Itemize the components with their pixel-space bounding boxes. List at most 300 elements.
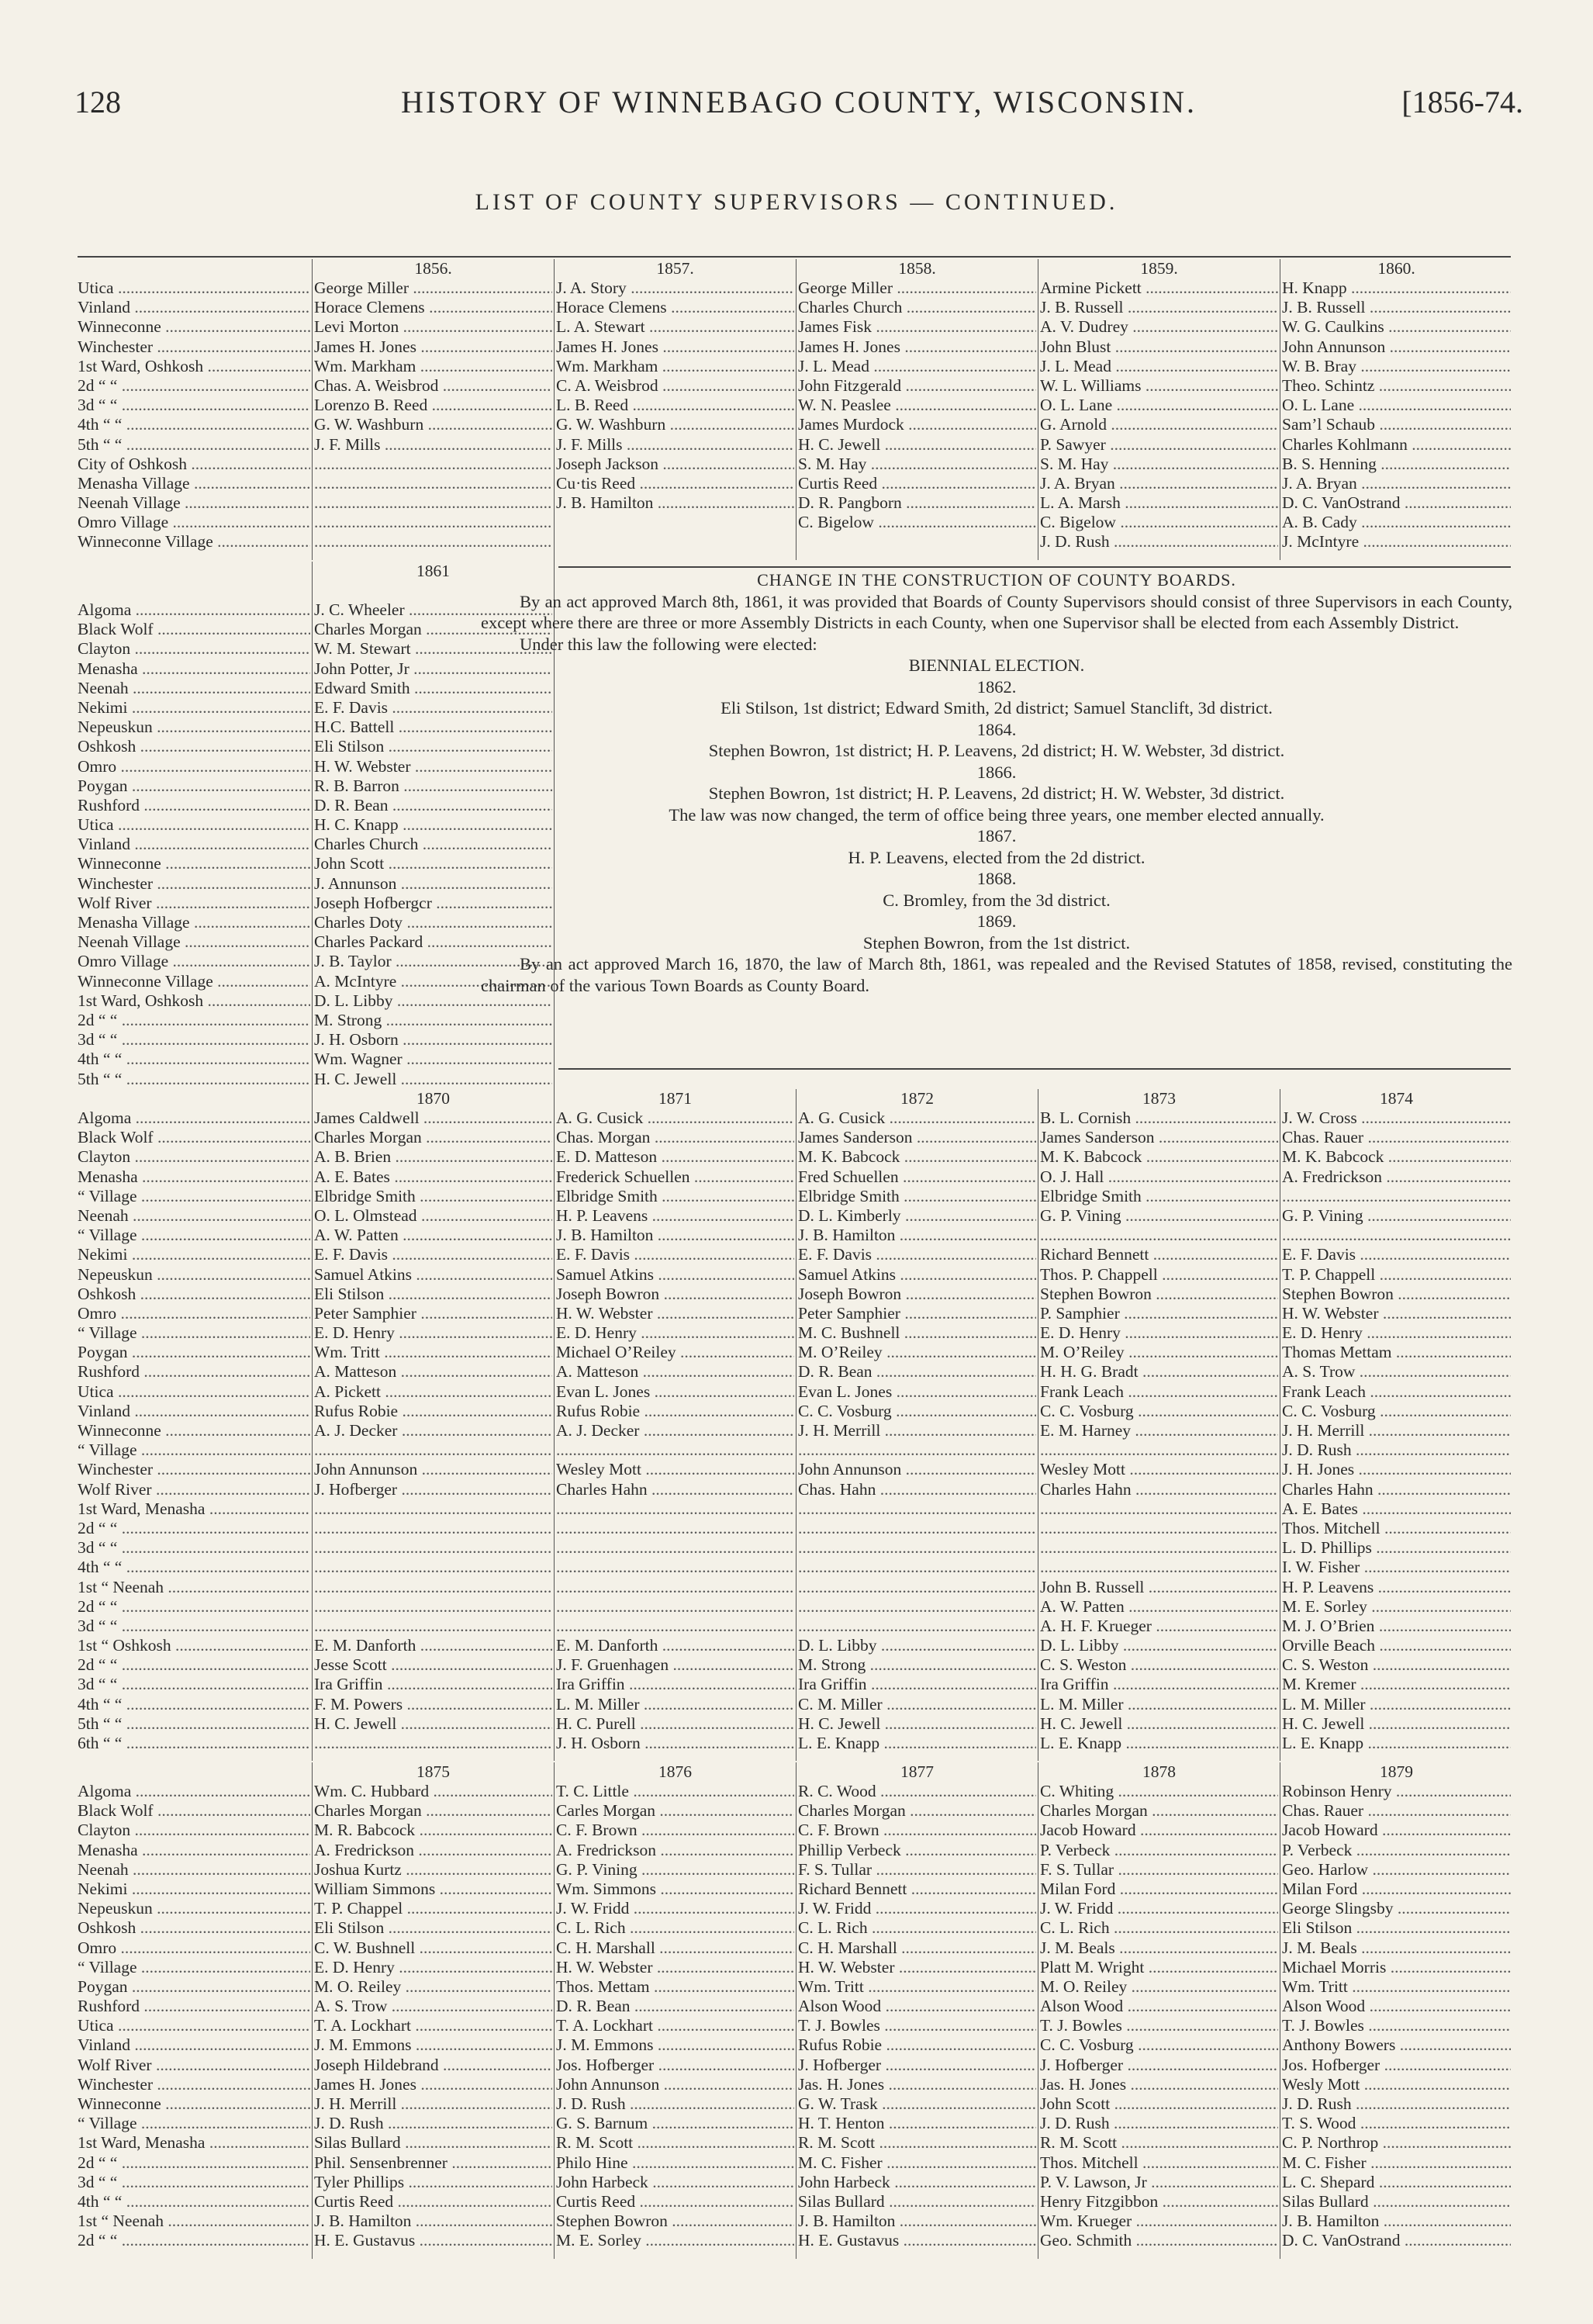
town-name: Winneconne ..... bbox=[78, 2094, 310, 2114]
supervisor-name: Jas. H. Jones ..... bbox=[1040, 2075, 1278, 2094]
supervisor-name: George Miller ..... bbox=[314, 278, 552, 298]
supervisor-name bbox=[1040, 1440, 1278, 1460]
town-name: 4th “ “ ..... bbox=[78, 415, 310, 434]
supervisor-name: J. Hofberger ..... bbox=[314, 1480, 552, 1499]
supervisor-name bbox=[314, 474, 552, 493]
supervisor-name: Carles Morgan ..... bbox=[556, 1801, 794, 1821]
supervisor-name: I. W. Fisher ..... bbox=[1282, 1558, 1511, 1577]
supervisor-name: George Slingsby ..... bbox=[1282, 1899, 1511, 1918]
year-heading: 1879 bbox=[1380, 1762, 1413, 1781]
town-name: 2d “ “ ..... bbox=[78, 1597, 310, 1617]
election-result: Stephen Bowron, from the 1st district. bbox=[862, 932, 1131, 953]
supervisor-name: C. L. Rich ..... bbox=[1040, 1918, 1278, 1938]
supervisor-name: J. B. Taylor ..... bbox=[314, 952, 552, 971]
town-name: Rushford ..... bbox=[78, 1997, 310, 2016]
supervisor-name: J. Hofberger ..... bbox=[1040, 2056, 1278, 2075]
supervisor-name: Wm. Markham ..... bbox=[314, 357, 552, 376]
supervisor-name: A. McIntyre ..... bbox=[314, 972, 552, 991]
supervisor-name bbox=[556, 1538, 794, 1558]
supervisor-name: E. D. Henry ..... bbox=[1282, 1323, 1511, 1343]
supervisor-name: L. D. Phillips ..... bbox=[1282, 1538, 1511, 1558]
supervisor-name: A. Pickett ..... bbox=[314, 1382, 552, 1402]
supervisor-name: Chas. Rauer ..... bbox=[1282, 1128, 1511, 1147]
supervisor-name: Chas. Rauer ..... bbox=[1282, 1801, 1511, 1821]
town-name: “ Village ..... bbox=[78, 1226, 310, 1245]
supervisor-name: J. W. Fridd ..... bbox=[1040, 1899, 1278, 1918]
year-column-1878 bbox=[1040, 1762, 1278, 2251]
supervisor-name: J. Annunson ..... bbox=[314, 874, 552, 894]
town-name: Utica ..... bbox=[78, 2016, 310, 2035]
supervisor-name: Elbridge Smith ..... bbox=[798, 1187, 1036, 1206]
supervisor-name bbox=[1040, 1226, 1278, 1245]
election-result: C. Bromley, from the 3d district. bbox=[883, 890, 1111, 910]
supervisor-name: C. W. Bushnell ..... bbox=[314, 1938, 552, 1958]
supervisor-name: H. C. Jewell ..... bbox=[314, 1070, 552, 1089]
town-name: Nepeuskun ..... bbox=[78, 718, 310, 737]
supervisor-name: J. M. Beals ..... bbox=[1282, 1938, 1511, 1958]
supervisor-name: Charles Church ..... bbox=[798, 298, 1036, 317]
supervisor-name: J. F. Mills ..... bbox=[314, 435, 552, 455]
town-name: 4th “ “ ..... bbox=[78, 1695, 310, 1714]
supervisor-name: J. F. Mills ..... bbox=[556, 435, 794, 455]
supervisor-name: Wesley Mott ..... bbox=[556, 1460, 794, 1479]
supervisor-name bbox=[314, 532, 552, 552]
supervisor-name: Charles Morgan ..... bbox=[314, 1801, 552, 1821]
supervisor-name: C. Bigelow ..... bbox=[1040, 513, 1278, 532]
supervisor-name: M. J. O’Brien ..... bbox=[1282, 1617, 1511, 1636]
supervisor-name: C. H. Marshall ..... bbox=[798, 1938, 1036, 1958]
supervisor-name: J. B. Hamilton ..... bbox=[556, 1226, 794, 1245]
supervisor-name: Horace Clemens ..... bbox=[556, 298, 794, 317]
supervisor-name: Charles Hahn ..... bbox=[1040, 1480, 1278, 1499]
section-1856-1860 bbox=[78, 259, 1511, 560]
supervisor-name: L. B. Reed ..... bbox=[556, 396, 794, 415]
supervisor-name: John Fitzgerald ..... bbox=[798, 376, 1036, 396]
supervisor-name: H. C. Jewell ..... bbox=[314, 1714, 552, 1734]
supervisor-name: T. A. Lockhart ..... bbox=[314, 2016, 552, 2035]
supervisor-name: J. B. Hamilton ..... bbox=[798, 2212, 1036, 2231]
supervisor-name: John Scott ..... bbox=[314, 854, 552, 873]
town-name: Algoma ..... bbox=[78, 600, 310, 620]
supervisor-name bbox=[556, 1597, 794, 1617]
supervisor-name: P. V. Lawson, Jr ..... bbox=[1040, 2173, 1278, 2192]
supervisor-name: Jos. Hofberger ..... bbox=[556, 2056, 794, 2075]
town-column bbox=[78, 562, 310, 1089]
supervisor-name: Joseph Bowron ..... bbox=[556, 1285, 794, 1304]
supervisor-name: John Scott ..... bbox=[1040, 2094, 1278, 2114]
year-heading: 1858. bbox=[898, 259, 936, 278]
supervisor-name: Elbridge Smith ..... bbox=[1040, 1187, 1278, 1206]
supervisor-name: L. M. Miller ..... bbox=[1040, 1695, 1278, 1714]
supervisor-name: John Potter, Jr ..... bbox=[314, 659, 552, 679]
supervisor-name: J. B. Hamilton ..... bbox=[798, 1226, 1036, 1245]
supervisor-name bbox=[1040, 1519, 1278, 1538]
supervisor-name: Anthony Bowers ..... bbox=[1282, 2035, 1511, 2055]
supervisor-name: E. F. Davis ..... bbox=[314, 1245, 552, 1264]
supervisor-name: E. D. Henry ..... bbox=[1040, 1323, 1278, 1343]
supervisor-name: O. L. Lane ..... bbox=[1040, 396, 1278, 415]
supervisor-name bbox=[556, 1519, 794, 1538]
supervisor-name: Alson Wood ..... bbox=[1282, 1997, 1511, 2016]
supervisor-name: T. P. Chappell ..... bbox=[1282, 1265, 1511, 1285]
supervisor-name: Richard Bennett ..... bbox=[1040, 1245, 1278, 1264]
supervisor-name: L. A. Stewart ..... bbox=[556, 317, 794, 337]
supervisor-name: Wesley Mott ..... bbox=[1040, 1460, 1278, 1479]
election-result: Stephen Bowron, 1st district; H. P. Leavens, 2d district; H. W. Webster, 3d district. bbox=[708, 741, 1285, 760]
year-column-1860 bbox=[1282, 259, 1511, 552]
year-heading: 1860. bbox=[1377, 259, 1415, 278]
supervisor-name: J. W. Fridd ..... bbox=[798, 1899, 1036, 1918]
supervisor-name: Frank Leach ..... bbox=[1040, 1382, 1278, 1402]
supervisor-name: R. B. Barron ..... bbox=[314, 776, 552, 796]
supervisor-name: Samuel Atkins ..... bbox=[798, 1265, 1036, 1285]
supervisor-name: J. C. Wheeler ..... bbox=[314, 600, 552, 620]
supervisor-name: Thos. Mitchell ..... bbox=[1040, 2153, 1278, 2173]
running-title: HISTORY OF WINNEBAGO COUNTY, WISCONSIN. bbox=[401, 85, 1197, 119]
supervisor-name: Phillip Verbeck ..... bbox=[798, 1841, 1036, 1860]
supervisor-name: J. D. Rush ..... bbox=[1282, 1440, 1511, 1460]
supervisor-name bbox=[798, 1519, 1036, 1538]
supervisor-name bbox=[314, 493, 552, 513]
supervisor-name: E. M. Danforth ..... bbox=[556, 1636, 794, 1655]
supervisor-name: Joseph Hofbergcr ..... bbox=[314, 894, 552, 913]
supervisor-name bbox=[314, 455, 552, 474]
town-name: 2d “ “ ..... bbox=[78, 1519, 310, 1538]
supervisor-name: Wm. Tritt ..... bbox=[314, 1343, 552, 1362]
supervisor-name: T. J. Bowles ..... bbox=[798, 2016, 1036, 2035]
supervisor-name: A. H. F. Krueger ..... bbox=[1040, 1617, 1278, 1636]
town-name: Menasha ..... bbox=[78, 659, 310, 679]
town-name: Clayton ..... bbox=[78, 1821, 310, 1840]
town-name: Winneconne ..... bbox=[78, 1421, 310, 1440]
supervisor-name: Michael Morris ..... bbox=[1282, 1958, 1511, 1977]
supervisor-name: Charles Doty ..... bbox=[314, 913, 552, 932]
supervisor-name: Platt M. Wright ..... bbox=[1040, 1958, 1278, 1977]
supervisor-name bbox=[798, 1597, 1036, 1617]
year-heading: 1874 bbox=[1380, 1089, 1413, 1108]
supervisor-name: Lorenzo B. Reed ..... bbox=[314, 396, 552, 415]
supervisor-name: Eli Stilson ..... bbox=[314, 1285, 552, 1304]
supervisor-name: Thomas Mettam ..... bbox=[1282, 1343, 1511, 1362]
town-name: Menasha ..... bbox=[78, 1167, 310, 1187]
supervisor-name: Charles Morgan ..... bbox=[314, 620, 552, 639]
supervisor-name: P. Sawyer ..... bbox=[1040, 435, 1278, 455]
supervisor-name: C. P. Northrop ..... bbox=[1282, 2133, 1511, 2153]
town-name: Omro Village ..... bbox=[78, 513, 310, 532]
supervisor-name: C. F. Brown ..... bbox=[798, 1821, 1036, 1840]
supervisor-name: Michael O’Reiley ..... bbox=[556, 1343, 794, 1362]
supervisor-name bbox=[556, 1499, 794, 1519]
town-name: Oshkosh ..... bbox=[78, 1918, 310, 1938]
town-name: Omro ..... bbox=[78, 1938, 310, 1958]
supervisor-name: Elbridge Smith ..... bbox=[314, 1187, 552, 1206]
town-name: Rushford ..... bbox=[78, 796, 310, 815]
supervisor-name: C. S. Weston ..... bbox=[1040, 1655, 1278, 1675]
supervisor-name: H. H. G. Bradt ..... bbox=[1040, 1362, 1278, 1382]
supervisor-name: Evan L. Jones ..... bbox=[798, 1382, 1036, 1402]
supervisor-name: Cu·tis Reed ..... bbox=[556, 474, 794, 493]
town-name: Oshkosh ..... bbox=[78, 737, 310, 756]
year-heading: 1871 bbox=[658, 1089, 692, 1108]
town-name: Nekimi ..... bbox=[78, 1880, 310, 1899]
supervisor-name: D. C. VanOstrand ..... bbox=[1282, 493, 1511, 513]
year-heading: 1856. bbox=[414, 259, 452, 278]
supervisor-name bbox=[556, 1440, 794, 1460]
year-column-1876 bbox=[556, 1762, 794, 2251]
supervisor-name: James Sanderson ..... bbox=[1040, 1128, 1278, 1147]
supervisor-name: Armine Pickett ..... bbox=[1040, 278, 1278, 298]
town-name: 4th “ “ ..... bbox=[78, 1050, 310, 1069]
supervisor-name: James H. Jones ..... bbox=[314, 2075, 552, 2094]
supervisor-name: Thos. Mettam ..... bbox=[556, 1977, 794, 1997]
supervisor-name: E. F. Davis ..... bbox=[1282, 1245, 1511, 1264]
town-name: 5th “ “ ..... bbox=[78, 1714, 310, 1734]
section-1870-1874 bbox=[78, 1089, 1511, 1761]
year-column-1870 bbox=[314, 1089, 552, 1753]
supervisor-name: Chas. Hahn ..... bbox=[798, 1480, 1036, 1499]
supervisor-name: J. F. Gruenhagen ..... bbox=[556, 1655, 794, 1675]
supervisor-name: L. C. Shepard ..... bbox=[1282, 2173, 1511, 2192]
year-heading: 1859. bbox=[1140, 259, 1178, 278]
supervisor-name: J. B. Hamilton ..... bbox=[314, 2212, 552, 2231]
supervisor-name: C. A. Weisbrod ..... bbox=[556, 376, 794, 396]
town-name: “ Village ..... bbox=[78, 1440, 310, 1460]
supervisor-name: S. M. Hay ..... bbox=[1040, 455, 1278, 474]
supervisor-name: M. R. Babcock ..... bbox=[314, 1821, 552, 1840]
town-name: Oshkosh ..... bbox=[78, 1285, 310, 1304]
supervisor-name: M. O’Reiley ..... bbox=[1040, 1343, 1278, 1362]
supervisor-name: M. O’Reiley ..... bbox=[798, 1343, 1036, 1362]
supervisor-name: A. J. Decker ..... bbox=[556, 1421, 794, 1440]
supervisor-name: J. H. Merrill ..... bbox=[798, 1421, 1036, 1440]
supervisor-name: E. F. Davis ..... bbox=[798, 1245, 1036, 1264]
town-name: Poygan ..... bbox=[78, 776, 310, 796]
town-name: Algoma ..... bbox=[78, 1782, 310, 1801]
change-in-county-boards bbox=[481, 569, 1512, 996]
town-name: Vinland ..... bbox=[78, 1402, 310, 1421]
section-1875-1879 bbox=[78, 1762, 1511, 2259]
town-name: “ Village ..... bbox=[78, 2114, 310, 2133]
supervisor-name: Jos. Hofberger ..... bbox=[1282, 2056, 1511, 2075]
town-name: 3d “ “ ..... bbox=[78, 1030, 310, 1050]
year-column-1879 bbox=[1282, 1762, 1511, 2251]
supervisor-name bbox=[1040, 1538, 1278, 1558]
town-name: Vinland ..... bbox=[78, 835, 310, 854]
supervisor-name: H. C. Purell ..... bbox=[556, 1714, 794, 1734]
supervisor-name: Jas. H. Jones ..... bbox=[798, 2075, 1036, 2094]
supervisor-name: Silas Bullard ..... bbox=[798, 2192, 1036, 2212]
supervisor-name: Theo. Schintz ..... bbox=[1282, 376, 1511, 396]
supervisor-name: M. O. Reiley ..... bbox=[1040, 1977, 1278, 1997]
town-name: Utica ..... bbox=[78, 1382, 310, 1402]
town-name: Winneconne ..... bbox=[78, 317, 310, 337]
supervisor-name: Curtis Reed ..... bbox=[556, 2192, 794, 2212]
year-range: [1856-74. bbox=[1401, 85, 1523, 119]
supervisor-name: Wm. Simmons ..... bbox=[556, 1880, 794, 1899]
supervisor-name: Samuel Atkins ..... bbox=[556, 1265, 794, 1285]
supervisor-name: M. K. Babcock ..... bbox=[798, 1147, 1036, 1167]
supervisor-name: P. Verbeck ..... bbox=[1040, 1841, 1278, 1860]
supervisor-name: J. H. Merrill ..... bbox=[1282, 1421, 1511, 1440]
top-rule bbox=[78, 256, 1511, 258]
supervisor-name: D. C. VanOstrand ..... bbox=[1282, 2231, 1511, 2250]
supervisor-name: F. M. Powers ..... bbox=[314, 1695, 552, 1714]
supervisor-name bbox=[314, 513, 552, 532]
town-name: Neenah ..... bbox=[78, 679, 310, 698]
supervisor-name: William Simmons ..... bbox=[314, 1880, 552, 1899]
supervisor-name: C. F. Brown ..... bbox=[556, 1821, 794, 1840]
supervisor-name: A. G. Cusick ..... bbox=[556, 1108, 794, 1128]
supervisor-name: S. M. Hay ..... bbox=[798, 455, 1036, 474]
supervisor-name: James H. Jones ..... bbox=[314, 337, 552, 357]
supervisor-name: C. H. Marshall ..... bbox=[556, 1938, 794, 1958]
town-name: Omro Village ..... bbox=[78, 952, 310, 971]
town-column bbox=[78, 1762, 310, 2251]
supervisor-name bbox=[314, 1440, 552, 1460]
town-name: 2d “ “ ..... bbox=[78, 1011, 310, 1030]
supervisor-name: H. T. Henton ..... bbox=[798, 2114, 1036, 2133]
supervisor-name: Richard Bennett ..... bbox=[798, 1880, 1036, 1899]
town-name: Menasha ..... bbox=[78, 1841, 310, 1860]
supervisor-name: J. D. Rush ..... bbox=[1040, 2114, 1278, 2133]
year-column-1875 bbox=[314, 1762, 552, 2251]
supervisor-name: Wm. Tritt ..... bbox=[1282, 1977, 1511, 1997]
supervisor-name: Eli Stilson ..... bbox=[314, 737, 552, 756]
town-name: Clayton ..... bbox=[78, 1147, 310, 1167]
supervisor-name: Charles Kohlmann ..... bbox=[1282, 435, 1511, 455]
year-column-1872 bbox=[798, 1089, 1036, 1753]
supervisor-name: G. P. Vining ..... bbox=[1282, 1206, 1511, 1226]
town-name: Winchester ..... bbox=[78, 874, 310, 894]
town-name: 1st Ward, Menasha ..... bbox=[78, 1499, 310, 1519]
supervisor-name: G. Arnold ..... bbox=[1040, 415, 1278, 434]
election-result: H. P. Leavens, elected from the 2d district. bbox=[848, 847, 1146, 867]
supervisor-name: Chas. Morgan ..... bbox=[556, 1128, 794, 1147]
supervisor-name: J. D. Rush ..... bbox=[556, 2094, 794, 2114]
supervisor-name: P. Samphier ..... bbox=[1040, 1304, 1278, 1323]
town-name: 3d “ “ ..... bbox=[78, 1617, 310, 1636]
supervisor-name bbox=[314, 1519, 552, 1538]
town-name: Rushford ..... bbox=[78, 1362, 310, 1382]
supervisor-name: J. D. Rush ..... bbox=[1040, 532, 1278, 552]
supervisor-name: J. M. Beals ..... bbox=[1040, 1938, 1278, 1958]
supervisor-name: H. P. Leavens ..... bbox=[556, 1206, 794, 1226]
supervisor-name: L. E. Knapp ..... bbox=[798, 1734, 1036, 1753]
supervisor-name: T. J. Bowles ..... bbox=[1040, 2016, 1278, 2035]
rule-below-change bbox=[558, 1068, 1511, 1070]
election-result: Stephen Bowron, 1st district; H. P. Leavens, 2d district; H. W. Webster, 3d district. bbox=[708, 783, 1285, 803]
town-name: 2d “ “ ..... bbox=[78, 2231, 310, 2250]
supervisor-name: Jacob Howard ..... bbox=[1040, 1821, 1278, 1840]
supervisor-name: W. G. Caulkins ..... bbox=[1282, 317, 1511, 337]
town-name: “ Village ..... bbox=[78, 1323, 310, 1343]
supervisor-name: C. L. Rich ..... bbox=[798, 1918, 1036, 1938]
supervisor-name: Chas. A. Weisbrod ..... bbox=[314, 376, 552, 396]
supervisor-name: Henry Fitzgibbon ..... bbox=[1040, 2192, 1278, 2212]
supervisor-name: M. Strong ..... bbox=[798, 1655, 1036, 1675]
supervisor-name: Orville Beach ..... bbox=[1282, 1636, 1511, 1655]
supervisor-name: C. Whiting ..... bbox=[1040, 1782, 1278, 1801]
supervisor-name: Thos. Mitchell ..... bbox=[1282, 1519, 1511, 1538]
supervisor-name: E. D. Henry ..... bbox=[556, 1323, 794, 1343]
supervisor-name: H. W. Webster ..... bbox=[556, 1304, 794, 1323]
supervisor-name bbox=[1282, 1226, 1511, 1245]
supervisor-name: M. O. Reiley ..... bbox=[314, 1977, 552, 1997]
paragraph: Under this law the following were elected: bbox=[520, 634, 817, 654]
supervisor-name: H. W. Webster ..... bbox=[1282, 1304, 1511, 1323]
supervisor-name: Robinson Henry ..... bbox=[1282, 1782, 1511, 1801]
supervisor-name: A. S. Trow ..... bbox=[314, 1997, 552, 2016]
year-column-1874 bbox=[1282, 1089, 1511, 1753]
supervisor-name: D. L. Libby ..... bbox=[1040, 1636, 1278, 1655]
supervisor-name: H. C. Jewell ..... bbox=[1282, 1714, 1511, 1734]
supervisor-name bbox=[1040, 1499, 1278, 1519]
supervisor-name: M. Kremer ..... bbox=[1282, 1675, 1511, 1694]
supervisor-name: Jacob Howard ..... bbox=[1282, 1821, 1511, 1840]
supervisor-name: H. W. Webster ..... bbox=[314, 757, 552, 776]
supervisor-name: Elbridge Smith ..... bbox=[556, 1187, 794, 1206]
year-column-1873 bbox=[1040, 1089, 1278, 1753]
town-name: Black Wolf ..... bbox=[78, 1801, 310, 1821]
supervisor-name: Geo. Schmith ..... bbox=[1040, 2231, 1278, 2250]
supervisor-name: J. L. Mead ..... bbox=[1040, 357, 1278, 376]
supervisor-name: J. A. Bryan ..... bbox=[1040, 474, 1278, 493]
supervisor-name: John Annunson ..... bbox=[314, 1460, 552, 1479]
supervisor-name: J. D. Rush ..... bbox=[1282, 2094, 1511, 2114]
town-name: 5th “ “ ..... bbox=[78, 1070, 310, 1089]
page-number: 128 bbox=[74, 85, 121, 119]
supervisor-name: H. W. Webster ..... bbox=[556, 1958, 794, 1977]
town-name: Vinland ..... bbox=[78, 2035, 310, 2055]
supervisor-name: Peter Samphier ..... bbox=[798, 1304, 1036, 1323]
year-label: 1862. bbox=[976, 676, 1017, 697]
supervisor-name bbox=[314, 1597, 552, 1617]
paragraph: The law was now changed, the term of office being three years, one member elected annually. bbox=[669, 804, 1325, 825]
town-name: “ Village ..... bbox=[78, 1958, 310, 1977]
supervisor-name: M. E. Sorley ..... bbox=[556, 2231, 794, 2250]
supervisor-name: T. P. Chappel ..... bbox=[314, 1899, 552, 1918]
supervisor-name: John B. Russell ..... bbox=[1040, 1578, 1278, 1597]
town-name: Poygan ..... bbox=[78, 1977, 310, 1997]
supervisor-name: Charles Hahn ..... bbox=[556, 1480, 794, 1499]
supervisor-name: L. E. Knapp ..... bbox=[1040, 1734, 1278, 1753]
supervisor-name: C. Bigelow ..... bbox=[798, 513, 1036, 532]
supervisor-name: A. W. Patten ..... bbox=[1040, 1597, 1278, 1617]
supervisor-name: John Annunson ..... bbox=[798, 1460, 1036, 1479]
supervisor-name: Ira Griffin ..... bbox=[1040, 1675, 1278, 1694]
town-name: Winchester ..... bbox=[78, 337, 310, 357]
supervisor-name: E. M. Danforth ..... bbox=[314, 1636, 552, 1655]
supervisor-name: Ira Griffin ..... bbox=[798, 1675, 1036, 1694]
town-name: Black Wolf ..... bbox=[78, 1128, 310, 1147]
supervisor-name bbox=[1282, 1187, 1511, 1206]
year-column-1871 bbox=[556, 1089, 794, 1753]
supervisor-name: A. E. Bates ..... bbox=[314, 1167, 552, 1187]
town-name: Nepeuskun ..... bbox=[78, 1265, 310, 1285]
supervisor-name: L. M. Miller ..... bbox=[556, 1695, 794, 1714]
supervisor-name: G. W. Washburn ..... bbox=[314, 415, 552, 434]
section-heading: CHANGE IN THE CONSTRUCTION OF COUNTY BOARDS. bbox=[757, 570, 1236, 590]
town-name: 1st Ward, Oshkosh ..... bbox=[78, 357, 310, 376]
town-name: Neenah Village ..... bbox=[78, 932, 310, 952]
supervisor-name: F. S. Tullar ..... bbox=[1040, 1860, 1278, 1880]
supervisor-name: C. L. Rich ..... bbox=[556, 1918, 794, 1938]
supervisor-name bbox=[798, 1617, 1036, 1636]
town-name: Neenah Village ..... bbox=[78, 493, 310, 513]
supervisor-name: T. C. Little ..... bbox=[556, 1782, 794, 1801]
supervisor-name: Edward Smith ..... bbox=[314, 679, 552, 698]
supervisor-name: G. W. Washburn ..... bbox=[556, 415, 794, 434]
